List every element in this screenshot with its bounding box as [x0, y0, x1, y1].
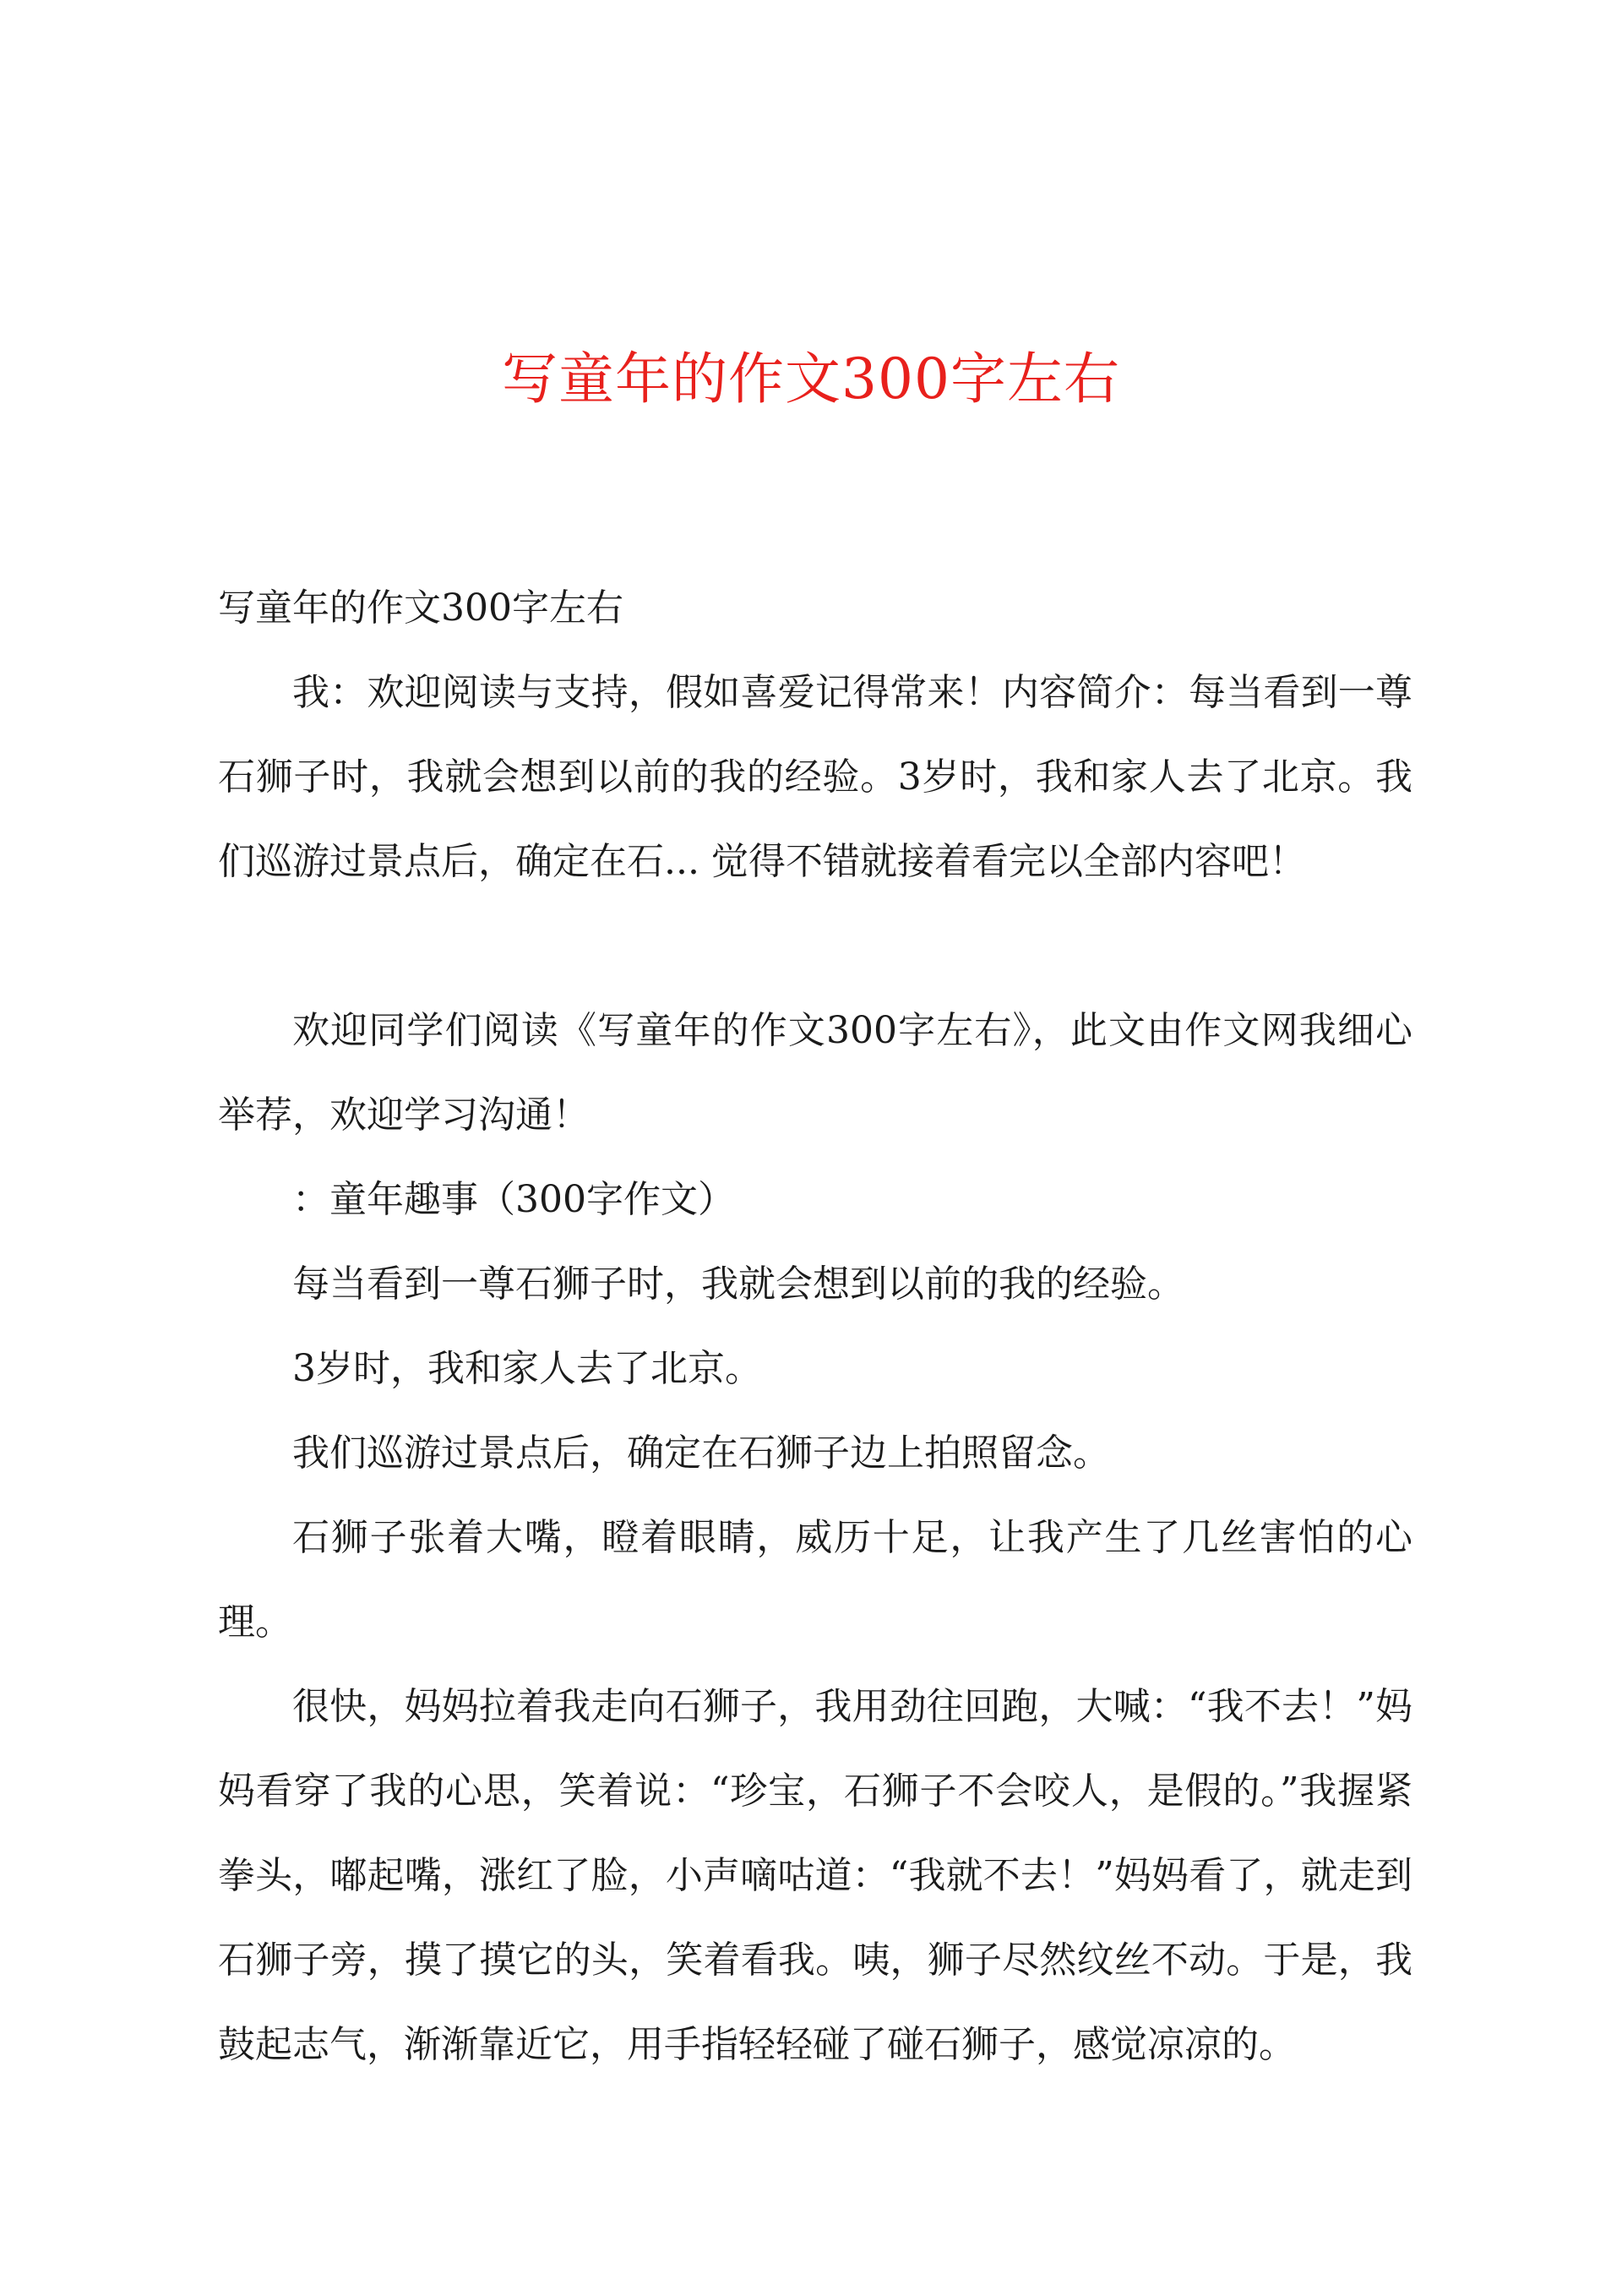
section-heading: ：童年趣事（300字作文）: [292, 1178, 735, 1221]
intro-paragraph: 我：欢迎阅读与支持，假如喜爱记得常来！内容简介：每当看到一尊石狮子时，我就会想到以前的我的经验。3岁时，我和家人去了北京。我们巡游过景点后，确定在石... 觉得不错就接着看完以全部内容吧！: [218, 671, 1412, 883]
intro-paragraph-block: [218, 651, 1412, 904]
document-title: 写童年的作文300字左右: [502, 346, 1120, 412]
story-paragraph: 3岁时，我和家人去了北京。: [292, 1347, 762, 1390]
story-paragraph: 很快，妈妈拉着我走向石狮子，我用劲往回跑，大喊：“我不去！”妈妈看穿了我的心思，笑着说：“珍宝，石狮子不会咬人，是假的。”我握紧拳头，嘟起嘴，涨红了脸，小声嘀咕道：“我就不去！”妈妈看了，就走到石狮子旁，摸了摸它的头，笑着看我。咦，狮子尽然纹丝不动。于是，我鼓起志气，渐渐靠近它，用手指轻轻碰了碰石狮子，感觉凉凉的。: [218, 1685, 1412, 2066]
heading-line: 写童年的作文300字左右: [218, 586, 623, 630]
story-paragraph: 每当看到一尊石狮子时，我就会想到以前的我的经验。: [292, 1263, 1184, 1306]
story-paragraph: 我们巡游过景点后，确定在石狮子边上拍照留念。: [292, 1432, 1110, 1475]
welcome-paragraph-block: [218, 989, 1412, 1158]
story-paragraph: 石狮子张着大嘴，瞪着眼睛，威历十足，让我产生了几丝害怕的心理。: [218, 1516, 1412, 1644]
welcome-paragraph: 欢迎同学们阅读《写童年的作文300字左右》，此文由作文网我细心举荐，欢迎学习沟通！: [218, 1009, 1412, 1137]
story-body: [218, 1242, 1412, 2087]
section-heading-block: [218, 1158, 1412, 1242]
